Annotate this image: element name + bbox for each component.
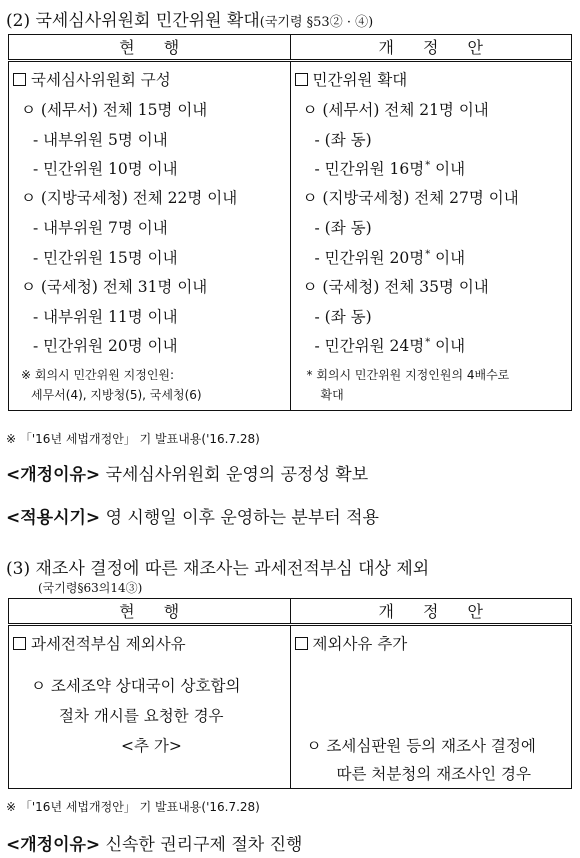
list-item: - 민간위원 20명 이내: [33, 337, 178, 355]
list-item: ㅇ (지방국세청) 전체 22명 이내: [21, 189, 238, 207]
revised-heading: 제외사유 추가: [295, 632, 408, 654]
current-note-line2: 세무서(4), 지방청(5), 국세청(6): [31, 388, 202, 402]
header-revised: 개 정 안: [290, 599, 572, 625]
revised-heading: 민간위원 확대: [295, 68, 408, 90]
reason-label: <개정이유>: [6, 465, 101, 485]
addition-placeholder: <추 가>: [121, 737, 182, 755]
current-column: [9, 61, 291, 411]
current-note-line1: ※ 회의시 민간위원 지정인원:: [21, 368, 175, 382]
list-item: ㅇ (국세청) 전체 31명 이내: [21, 278, 208, 296]
section2-source-note: ※ 「'16년 세법개정안」 기 발표내용('16.7.28): [6, 800, 260, 814]
list-item: ㅇ 조세조약 상대국이 상호합의: [31, 677, 241, 695]
list-item: ㅇ (지방국세청) 전체 27명 이내: [302, 189, 519, 207]
current-column: [9, 625, 291, 789]
list-item: - 내부위원 5명 이내: [33, 131, 168, 149]
list-item: - 내부위원 7명 이내: [33, 219, 168, 237]
section1-comparison-table: [8, 34, 572, 411]
list-item: ㅇ (세무서) 전체 15명 이내: [21, 101, 208, 119]
list-item: - (좌 동): [314, 131, 372, 149]
section1-timing: <적용시기> 영 시행일 이후 운영하는 분부터 적용: [6, 508, 379, 528]
section1-title-ref: (국기령 §53② · ④): [259, 15, 374, 30]
asterisk-mark: *: [425, 160, 431, 171]
asterisk-mark: *: [425, 337, 431, 348]
list-item: - 민간위원 16명* 이내: [314, 160, 466, 178]
list-item: ㅇ (국세청) 전체 35명 이내: [302, 278, 489, 296]
list-item: - 민간위원 15명 이내: [33, 249, 178, 267]
list-item: ㅇ 조세심판원 등의 재조사 결정에: [306, 737, 536, 755]
checkbox-square-icon: [295, 73, 308, 86]
section2-title-ref: (국기령§63의14③): [38, 581, 143, 595]
timing-label: <적용시기>: [6, 508, 101, 528]
checkbox-square-icon: [13, 637, 26, 650]
section2-title: (3) 재조사 결정에 따른 재조사는 과세전적부심 대상 제외: [6, 559, 430, 579]
list-item: - 민간위원 24명* 이내: [314, 337, 466, 355]
current-heading: 과세전적부심 제외사유: [13, 632, 186, 654]
section1-title-text: (2) 국세심사위원회 민간위원 확대: [6, 11, 260, 31]
revised-note-line2: 확대: [320, 388, 344, 402]
section1-reason: <개정이유> 국세심사위원회 운영의 공정성 확보: [6, 465, 369, 485]
list-item: - (좌 동): [314, 219, 372, 237]
revised-column: [290, 625, 572, 789]
revised-note-line1: * 회의시 민간위원 지정인원의 4배수로: [306, 368, 510, 382]
list-item: ㅇ (세무서) 전체 21명 이내: [302, 101, 489, 119]
reason-label: <개정이유>: [6, 835, 101, 855]
list-item: - 민간위원 20명* 이내: [314, 249, 466, 267]
checkbox-square-icon: [13, 73, 26, 86]
list-item: 따른 처분청의 재조사인 경우: [336, 765, 531, 783]
section1-source-note: ※ 「'16년 세법개정안」 기 발표내용('16.7.28): [6, 432, 260, 446]
list-item: - 내부위원 11명 이내: [33, 308, 178, 326]
revised-column: [290, 61, 572, 411]
current-heading: 국세심사위원회 구성: [13, 68, 171, 90]
section2-reason: <개정이유> 신속한 권리구제 절차 진행: [6, 835, 303, 855]
checkbox-square-icon: [295, 637, 308, 650]
header-current: 현 행: [9, 599, 291, 625]
list-item: - 민간위원 10명 이내: [33, 160, 178, 178]
header-revised: 개 정 안: [290, 35, 572, 61]
list-item: - (좌 동): [314, 308, 372, 326]
list-item: 절차 개시를 요청한 경우: [59, 707, 224, 725]
section2-comparison-table: [8, 598, 572, 789]
section1-title: [6, 6, 373, 31]
header-current: 현 행: [9, 35, 291, 61]
asterisk-mark: *: [425, 249, 431, 260]
